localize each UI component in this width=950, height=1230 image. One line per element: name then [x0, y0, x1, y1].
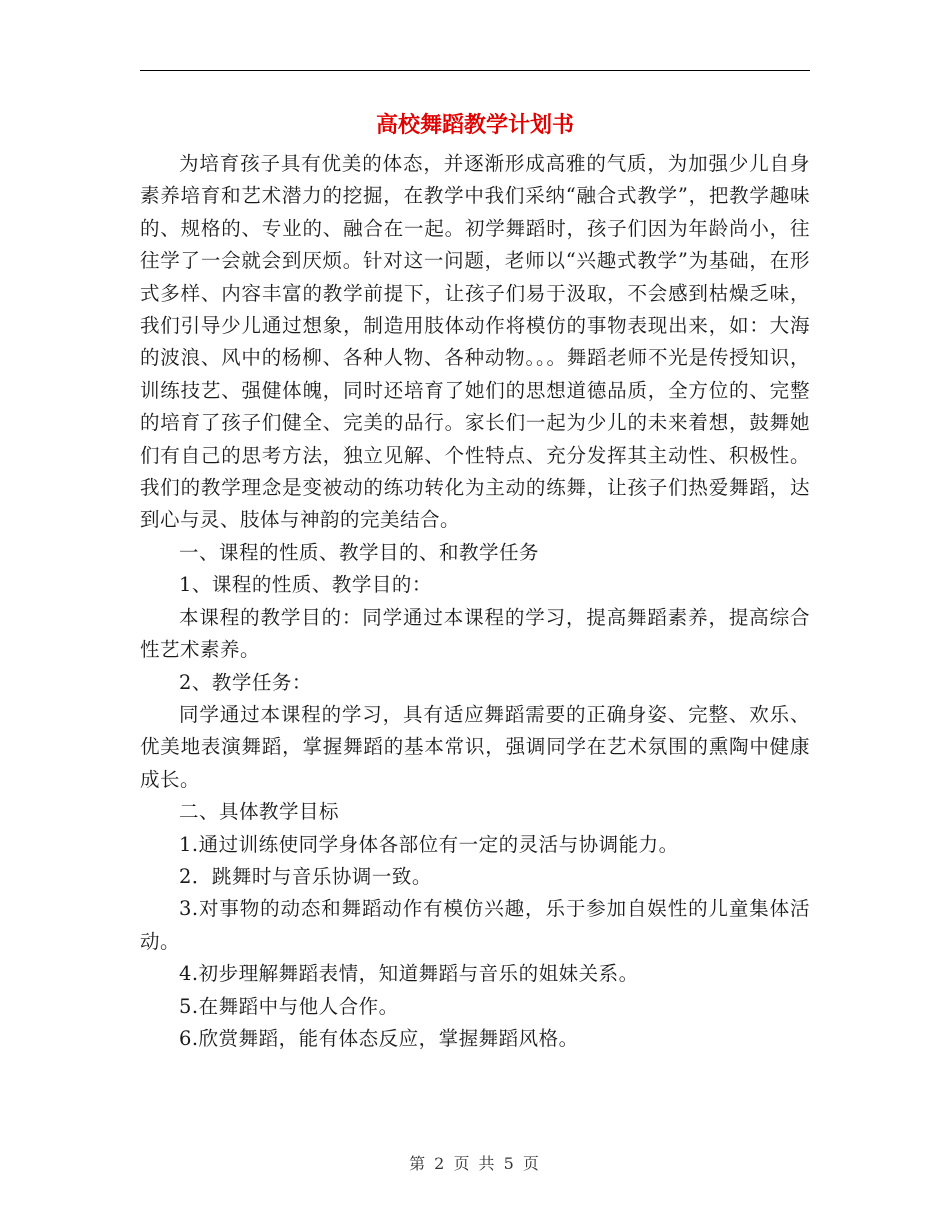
subsection-heading-2: 2、教学任务：	[179, 670, 312, 694]
document-body	[140, 148, 810, 1055]
paragraph-course-purpose: 本课程的教学目的：同学通过本课程的学习，提高舞蹈素养，提高综合性艺术素养。	[140, 605, 810, 662]
paragraph-teaching-tasks: 同学通过本课程的学习，具有适应舞蹈需要的正确身姿、完整、欢乐、优美地表演舞蹈，掌握舞蹈的基本常识，强调同学在艺术氛围的熏陶中健康成长。	[140, 702, 810, 791]
goal-item-2: 2．跳舞时与音乐协调一致。	[179, 864, 432, 888]
header-rule	[140, 70, 810, 71]
goal-item-4: 4.初步理解舞蹈表情，知道舞蹈与音乐的姐妹关系。	[179, 962, 639, 986]
goal-item-6: 6.欣赏舞蹈，能有体态反应，掌握舞蹈风格。	[179, 1026, 579, 1050]
section-heading-2: 二、具体教学目标	[179, 800, 340, 824]
section-heading-1: 一、课程的性质、教学目的、和教学任务	[179, 540, 540, 564]
page-footer: 第 2 页 共 5 页	[409, 1154, 541, 1173]
goal-item-1: 1.通过训练使同学身体各部位有一定的灵活与协调能力。	[179, 832, 679, 856]
document-title: 高校舞蹈教学计划书	[375, 113, 574, 138]
goal-item-5: 5.在舞蹈中与他人合作。	[179, 994, 399, 1018]
subsection-heading-1: 1、课程的性质、教学目的：	[179, 573, 432, 597]
goal-item-3: 3.对事物的动态和舞蹈动作有模仿兴趣，乐于参加自娱性的儿童集体活动。	[140, 897, 810, 953]
intro-paragraph: 为培育孩子具有优美的体态，并逐渐形成高雅的气质，为加强少儿自身素养培育和艺术潜力的挖掘，在教学中我们采纳“融合式教学”，把教学趣味的、规格的、专业的、融合在一起。初学舞蹈时，孩子们因为年龄尚小，往往学了一会就会到厌烦。针对这一问题，老师以“兴趣式教学”为基础，在形式多样、内容丰富的教学前提下，让孩子们易于汲取，不会感到枯燥乏味，我们引导少儿通过想象，制造用肢体动作将模仿的事物表现出来，如：大海的波浪、风中的杨柳、各种人物、各种动物。。。舞蹈老师不光是传授知识，训练技艺、强健体魄，同时还培育了她们的思想道德品质，全方位的、完整的培育了孩子们健全、完美的品行。家长们一起为少儿的未来着想，鼓舞她们有自己的思考方法，独立见解、个性特点、充分发挥其主动性、积极性。我们的教学理念是变被动的练功转化为主动的练舞，让孩子们热爱舞蹈，达到心与灵、肢体与神韵的完美结合。	[140, 152, 810, 532]
